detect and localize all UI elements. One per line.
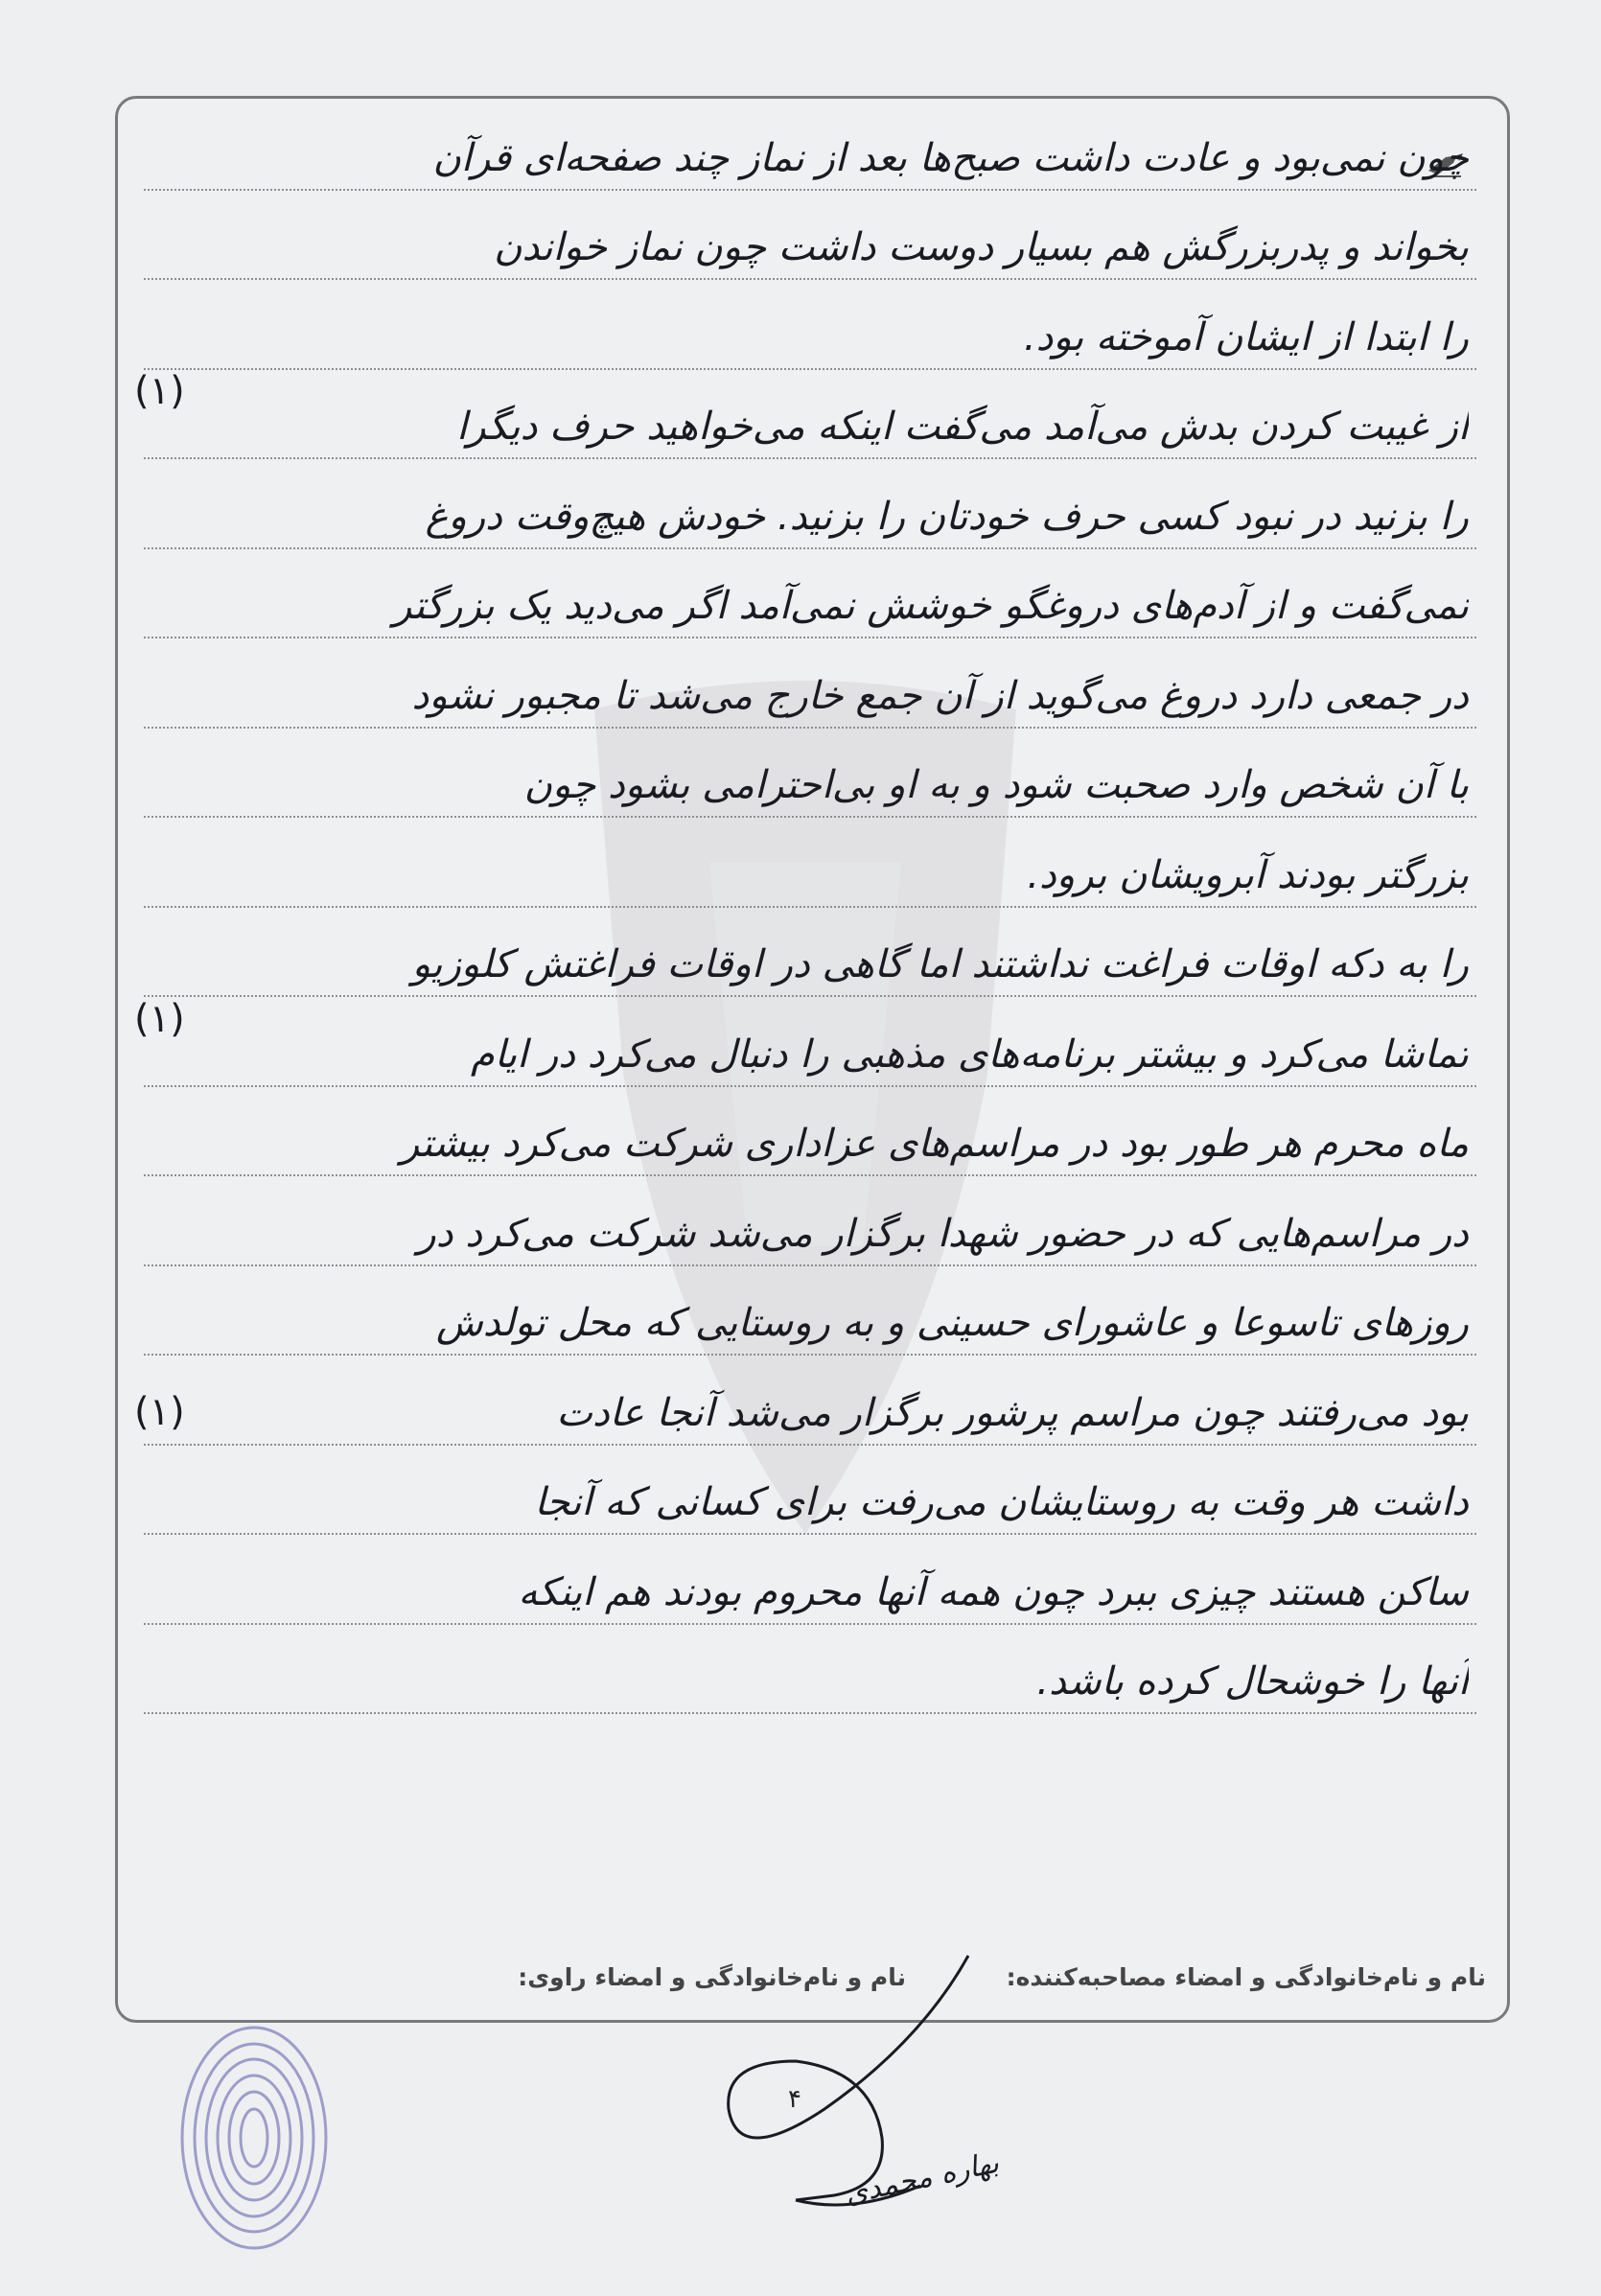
line-text: بود می‌رفتند چون مراسم پرشور برگزار می‌شد آنجا عادت	[556, 1390, 1469, 1435]
text-line	[144, 280, 1476, 370]
line-text: از غیبت کردن بدش می‌آمد می‌گفت اینکه می‌خواهید حرف دیگرا	[456, 405, 1469, 449]
text-line	[144, 1176, 1476, 1266]
text-line	[144, 1266, 1476, 1357]
text-line	[144, 729, 1476, 819]
handwritten-text-body	[144, 101, 1476, 1714]
text-line	[144, 997, 1476, 1087]
line-text: با آن شخص وارد صحبت شود و به او بی‌احترامی بشود چون	[523, 763, 1469, 807]
line-text: را بزنید در نبود کسی حرف خودتان را بزنید. خودش هیچ‌وقت دروغ	[425, 494, 1469, 539]
text-line	[144, 638, 1476, 729]
line-text: آنها را خوشحال کرده باشد.	[1036, 1659, 1469, 1704]
line-text: در جمعی دارد دروغ می‌گوید از آن جمع خارج می‌شد تا مجبور نشود	[411, 673, 1469, 718]
text-line	[144, 1446, 1476, 1536]
signature-name: بهاره محمدی	[842, 2145, 1002, 2212]
text-line	[144, 459, 1476, 549]
text-line	[144, 1087, 1476, 1177]
line-text: داشت هر وقت به روستایشان می‌رفت برای کسانی که آنجا	[534, 1480, 1469, 1524]
text-line	[144, 908, 1476, 998]
text-line	[144, 191, 1476, 281]
text-line	[144, 818, 1476, 908]
text-line	[144, 1356, 1476, 1446]
line-text: نمی‌گفت و از آدم‌های دروغگو خوشش نمی‌آمد اگر می‌دید یک بزرگتر	[392, 584, 1469, 628]
line-text: چون نمی‌بود و عادت داشت صبح‌ها بعد از نماز چند صفحه‌ای قرآن	[432, 135, 1469, 180]
text-line	[144, 549, 1476, 639]
line-text: را به دکه اوقات فراغت نداشتند اما گاهی در اوقات فراغتش کلوزیو	[411, 942, 1469, 986]
line-text: روزهای تاسوعا و عاشورای حسینی و به روستایی که محل تولدش	[435, 1301, 1469, 1345]
line-text: تماشا می‌کرد و بیشتر برنامه‌های مذهبی را دنبال می‌کرد در ایام	[471, 1032, 1469, 1077]
page-number: ۴	[788, 2085, 801, 2114]
line-text: ماه محرم هر طور بود در مراسم‌های عزاداری شرکت می‌کرد بیشتر	[400, 1122, 1469, 1166]
narrator-label: نام و نام‌خانوادگی و امضاء راوی:	[518, 1963, 906, 1991]
line-text: را ابتدا از ایشان آموخته بود.	[1023, 314, 1469, 359]
interviewer-label: نام و نام‌خانوادگی و امضاء مصاحبه‌کننده:	[1006, 1963, 1486, 1991]
thumbprint-icon	[173, 2018, 336, 2258]
text-line	[144, 101, 1476, 191]
line-text: بزرگتر بودند آبرویشان برود.	[1027, 852, 1469, 897]
margin-note: (۱)	[134, 997, 185, 1041]
margin-note: (۱)	[134, 1390, 185, 1434]
line-text: در مراسم‌هایی که در حضور شهدا برگزار می‌شد شرکت می‌کرد در	[417, 1211, 1469, 1256]
margin-note: (۱)	[134, 369, 185, 413]
text-line	[144, 1535, 1476, 1625]
line-text: بخواند و پدربزرگش هم بسیار دوست داشت چون نماز خواندن	[494, 225, 1469, 269]
text-line	[144, 1625, 1476, 1715]
text-line	[144, 370, 1476, 460]
line-text: ساکن هستند چیزی ببرد چون همه آنها محروم بودند هم اینکه	[518, 1569, 1469, 1614]
